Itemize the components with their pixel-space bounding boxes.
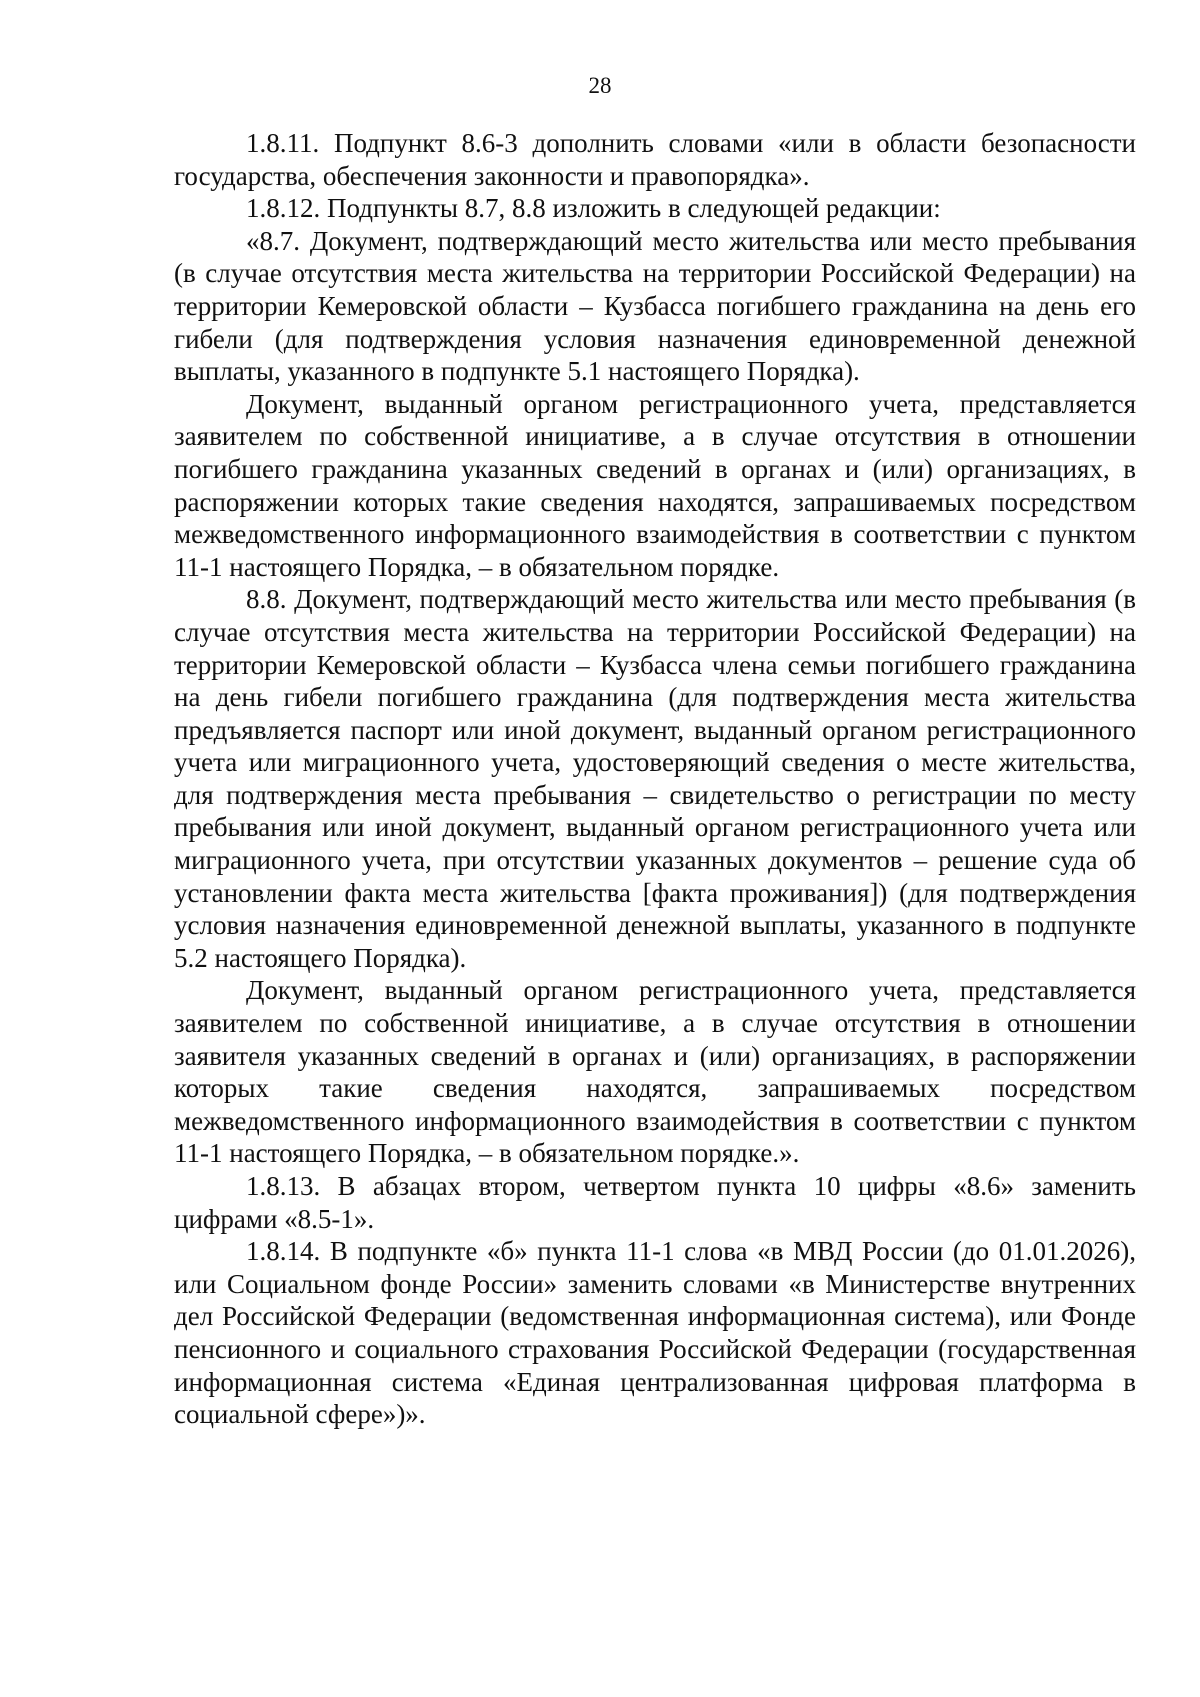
paragraph-1-8-14: 1.8.14. В подпункте «б» пункта 11-1 слова «в МВД России (до 01.01.2026), или Социальном фонде России» заменить словами «в Министерстве внутренних дел Российской Федерации (ведомственная информационная система), или Фонде пенсионного и социального страхования Российской Федерации (государственная информационная система «Единая централизованная цифровая платформа в социальной сфере»)». (174, 1236, 1136, 1430)
paragraph-8-8-document: Документ, выданный органом регистрационного учета, представляется заявителем по собственной инициативе, а в случае отсутствия в отношении заявителя указанных сведений в органах и (или) организациях, в распоряжении которых такие сведения находятся, запрашиваемых посредством межведомственного информационного взаимодействия в соответствии с пунктом 11-1 настоящего Порядка, – в обязательном порядке.». (174, 975, 1136, 1169)
paragraph-8-7-document: Документ, выданный органом регистрационного учета, представляется заявителем по собственной инициативе, а в случае отсутствия в отношении погибшего гражданина указанных сведений в органах и (или) организациях, в распоряжении которых такие сведения находятся, запрашиваемых посредством межведомственного информационного взаимодействия в соответствии с пунктом 11-1 настоящего Порядка, – в обязательном порядке. (174, 388, 1136, 582)
paragraph-1-8-13: 1.8.13. В абзацах втором, четвертом пункта 10 цифры «8.6» заменить цифрами «8.5-1». (174, 1171, 1136, 1234)
paragraph-8-8: 8.8. Документ, подтверждающий место жительства или место пребывания (в случае отсутствия места жительства на территории Российской Федерации) на территории Кемеровской области – Кузбасса члена семьи погибшего гражданина на день гибели погибшего гражданина (для подтверждения места жительства предъявляется паспорт или иной документ, выданный органом регистрационного учета или миграционного учета, удостоверяющий сведения о месте жительства, для подтверждения места пребывания – свидетельство о регистрации по месту пребывания или иной документ, выданный органом регистрационного учета или миграционного учета, при отсутствии указанных документов – решение суда об установлении факта места жительства [факта проживания]) (для подтверждения условия назначения единовременной денежной выплаты, указанного в подпункте 5.2 настоящего Порядка). (174, 584, 1136, 973)
page-number: 28 (588, 73, 612, 98)
paragraph-1-8-12: 1.8.12. Подпункты 8.7, 8.8 изложить в следующей редакции: (246, 193, 941, 224)
paragraph-1-8-11: 1.8.11. Подпункт 8.6-3 дополнить словами «или в области безопасности государства, обеспечения законности и правопорядка». (174, 128, 1136, 191)
paragraph-8-7: «8.7. Документ, подтверждающий место жительства или место пребывания (в случае отсутствия места жительства на территории Российской Федерации) на территории Кемеровской области – Кузбасса погибшего гражданина на день его гибели (для подтверждения условия назначения единовременной денежной выплаты, указанного в подпункте 5.1 настоящего Порядка). (174, 225, 1136, 387)
document-body (174, 127, 1136, 1431)
